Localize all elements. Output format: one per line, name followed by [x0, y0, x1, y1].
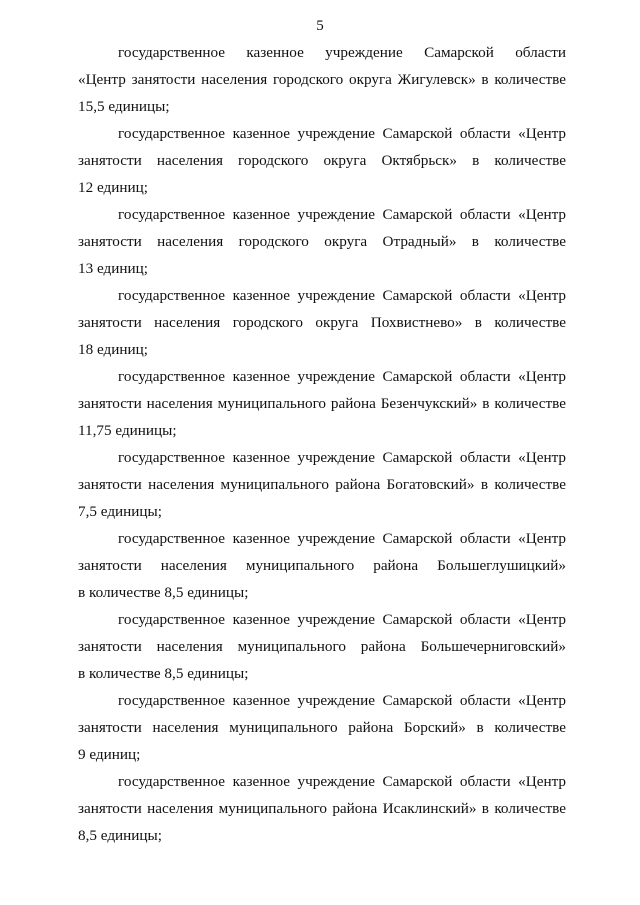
text-line: государственное казенное учреждение Самарской области «Центр	[118, 449, 566, 466]
text-line: государственное казенное учреждение Самарской области «Центр	[118, 611, 566, 628]
text-line: государственное казенное учреждение Самарской области «Центр	[118, 773, 566, 790]
text-line: государственное казенное учреждение Самарской области «Центр	[118, 206, 566, 223]
text-line: государственное казенное учреждение Самарской области «Центр	[118, 125, 566, 142]
text-line: занятости населения муниципального района Богатовский» в количестве	[78, 476, 566, 493]
text-line: «Центр занятости населения городского округа Жигулевск» в количестве	[78, 71, 566, 88]
text-line: 11,75 единицы;	[78, 422, 177, 439]
text-line: государственное казенное учреждение Самарской области «Центр	[118, 530, 566, 547]
text-line: занятости населения муниципального района Большеглушицкий»	[78, 557, 566, 574]
list-item	[78, 363, 566, 444]
list-item	[78, 282, 566, 363]
list-item	[78, 39, 566, 120]
text-line: занятости населения муниципального района Большечерниговский»	[78, 638, 566, 655]
document-body	[78, 39, 566, 849]
text-line: 9 единиц;	[78, 746, 141, 763]
text-line: государственное казенное учреждение Самарской области «Центр	[118, 287, 566, 304]
text-line: 7,5 единицы;	[78, 503, 162, 520]
page-number: 5	[316, 18, 324, 34]
text-line: занятости населения муниципального района Исаклинский» в количестве	[78, 800, 566, 817]
list-item	[78, 606, 566, 687]
text-line: государственное казенное учреждение Самарской области «Центр	[118, 368, 566, 385]
text-line: государственное казенное учреждение Самарской области «Центр	[118, 692, 566, 709]
text-line: в количестве 8,5 единицы;	[78, 665, 249, 682]
text-line: государственное казенное учреждение Самарской области	[118, 44, 566, 61]
list-item	[78, 768, 566, 849]
text-line: в количестве 8,5 единицы;	[78, 584, 249, 601]
list-item	[78, 201, 566, 282]
text-line: 8,5 единицы;	[78, 827, 162, 844]
text-line: 18 единиц;	[78, 341, 148, 358]
text-line: занятости населения городского округа Октябрьск» в количестве	[78, 152, 566, 169]
text-line: занятости населения городского округа Похвистнево» в количестве	[78, 314, 566, 331]
text-line: 15,5 единицы;	[78, 98, 170, 115]
text-line: занятости населения городского округа Отрадный» в количестве	[78, 233, 566, 250]
list-item	[78, 120, 566, 201]
text-line: занятости населения муниципального района Борский» в количестве	[78, 719, 566, 736]
text-line: 13 единиц;	[78, 260, 148, 277]
list-item	[78, 687, 566, 768]
text-line: 12 единиц;	[78, 179, 148, 196]
text-line: занятости населения муниципального района Безенчукский» в количестве	[78, 395, 566, 412]
list-item	[78, 444, 566, 525]
list-item	[78, 525, 566, 606]
